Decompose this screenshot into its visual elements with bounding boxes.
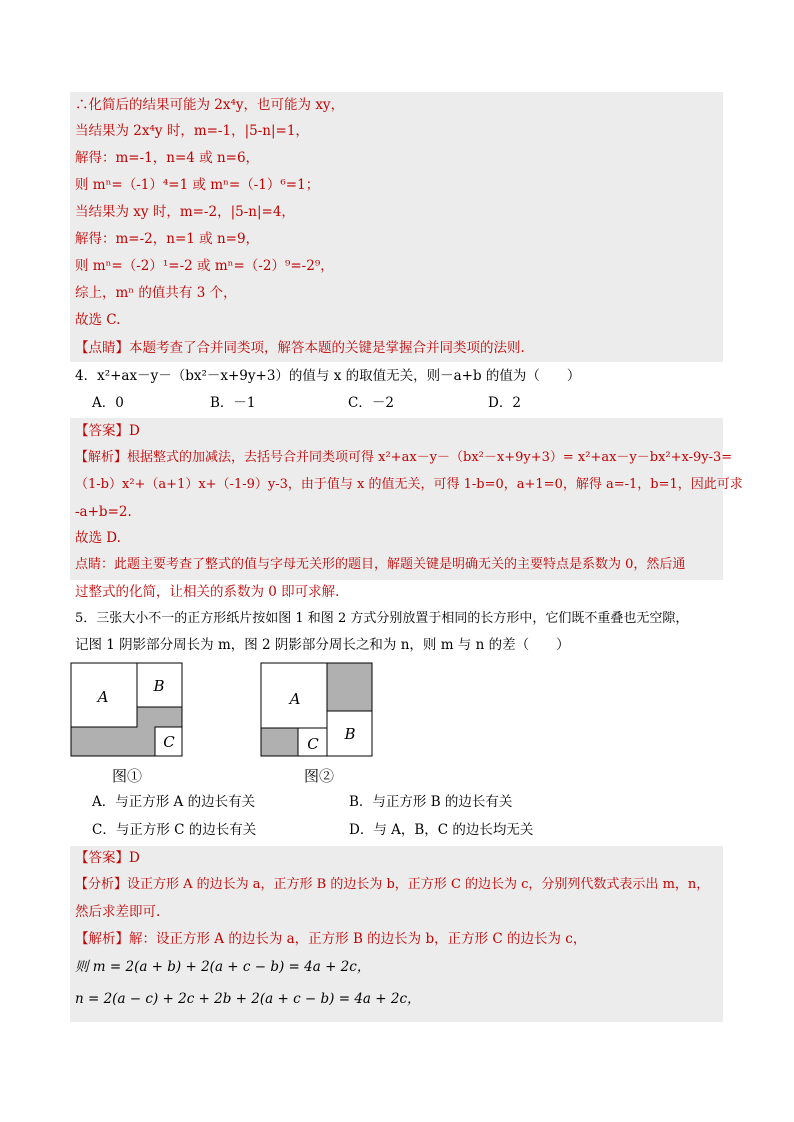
q5-analysis-0: 【分析】设正方形 A 的边长为 a，正方形 B 的边长为 b，正方形 C 的边长为 c，分别列代数式表示出 m，n， (75, 877, 710, 892)
s1-line-5: 解得：m=-2，n=1 或 n=9， (75, 231, 260, 247)
q4-analysis-0: 【解析】根据整式的加减法，去括号合并同类项可得 x²+ax－y－（bx²－x+9y+3）= x²+ax－y－bx²+x-9y-3= (75, 450, 733, 465)
q4-question: 4．x²+ax－y－（bx²－x+9y+3）的值与 x 的取值无关，则－a+b 的值为（ ） (75, 368, 581, 384)
figure-2 (260, 662, 374, 758)
q4-option-b: B．－1 (210, 395, 256, 411)
q5-analysis-1: 然后求差即可. (75, 904, 161, 920)
s1-line-2: 解得：m=-1，n=4 或 n=6， (75, 150, 260, 166)
fig2-label-a: A (289, 690, 301, 708)
q5-analysis-3: 则 m = 2(a + b) + 2(a + c − b) = 4a + 2c， (75, 959, 371, 975)
fig2-caption: 图② (304, 767, 335, 785)
q4-option-a: A．0 (92, 395, 124, 411)
fig1-label-c: C (163, 733, 175, 751)
q5-question-0: 5．三张大小不一的正方形纸片按如图 1 和图 2 方式分别放置于相同的长方形中，它们既不重叠也无空隙， (75, 611, 689, 626)
s1-line-9: 【点睛】本题考查了合并同类项，解答本题的关键是掌握合并同类项的法则. (75, 340, 525, 356)
fig1-label-a: A (97, 688, 109, 706)
s1-line-7: 综上，mⁿ 的值共有 3 个， (75, 285, 237, 301)
q4-analysis-2: -a+b=2. (75, 504, 132, 520)
fig2-label-c: C (307, 735, 319, 753)
q5-analysis-4: n = 2(a − c) + 2c + 2b + 2(a + c − b) = 4a + 2c， (75, 991, 421, 1007)
fig1-caption: 图① (112, 767, 143, 785)
q4-answer: 【答案】D (75, 423, 140, 439)
q5-option-c: C．与正方形 C 的边长有关 (92, 822, 257, 838)
q5-option-d: D．与 A，B，C 的边长均无关 (349, 822, 534, 838)
s1-line-6: 则 mⁿ=（-2）¹=-2 或 mⁿ=（-2）⁹=-2⁹， (75, 258, 334, 274)
q4-option-c: C．－2 (348, 395, 394, 411)
q4-analysis-5: 过整式的化简，让相关的系数为 0 即可求解. (75, 584, 340, 600)
fig2-shaded-bottom-left (261, 728, 298, 756)
q5-question-1: 记图 1 阴影部分周长为 m，图 2 阴影部分周长之和为 n，则 m 与 n 的差（ ） (75, 637, 570, 653)
fig1-label-b: B (153, 677, 165, 695)
q5-analysis-2: 【解析】解：设正方形 A 的边长为 a，正方形 B 的边长为 b，正方形 C 的边长为 c， (75, 931, 587, 947)
s1-line-4: 当结果为 xy 时，m=-2，|5-n|=4， (75, 204, 295, 220)
q4-option-d: D．2 (488, 395, 521, 411)
figure-1 (70, 662, 184, 758)
fig2-label-b: B (344, 725, 356, 743)
s1-line-1: 当结果为 2x⁴y 时，m=-1，|5-n|=1， (75, 123, 309, 139)
fig2-shaded-top-right (327, 663, 372, 711)
q5-option-b: B．与正方形 B 的边长有关 (349, 794, 513, 810)
q4-analysis-3: 故选 D. (75, 530, 121, 546)
q5-option-a: A．与正方形 A 的边长有关 (92, 794, 256, 810)
s1-line-3: 则 mⁿ=（-1）⁴=1 或 mⁿ=（-1）⁶=1； (75, 177, 320, 193)
s1-line-8: 故选 C. (75, 312, 121, 328)
q4-analysis-1: （1-b）x²+（a+1）x+（-1-9）y-3，由于值与 x 的值无关，可得 1-b=0，a+1=0，解得 a=-1，b=1，因此可求 (75, 477, 743, 492)
s1-line-0: ∴化简后的结果可能为 2x⁴y，也可能为 xy， (75, 97, 345, 113)
q5-answer: 【答案】D (75, 850, 140, 866)
q4-analysis-4: 点睛：此题主要考查了整式的值与字母无关形的题目，解题关键是明确无关的主要特点是系数为 0，然后通 (75, 557, 686, 572)
